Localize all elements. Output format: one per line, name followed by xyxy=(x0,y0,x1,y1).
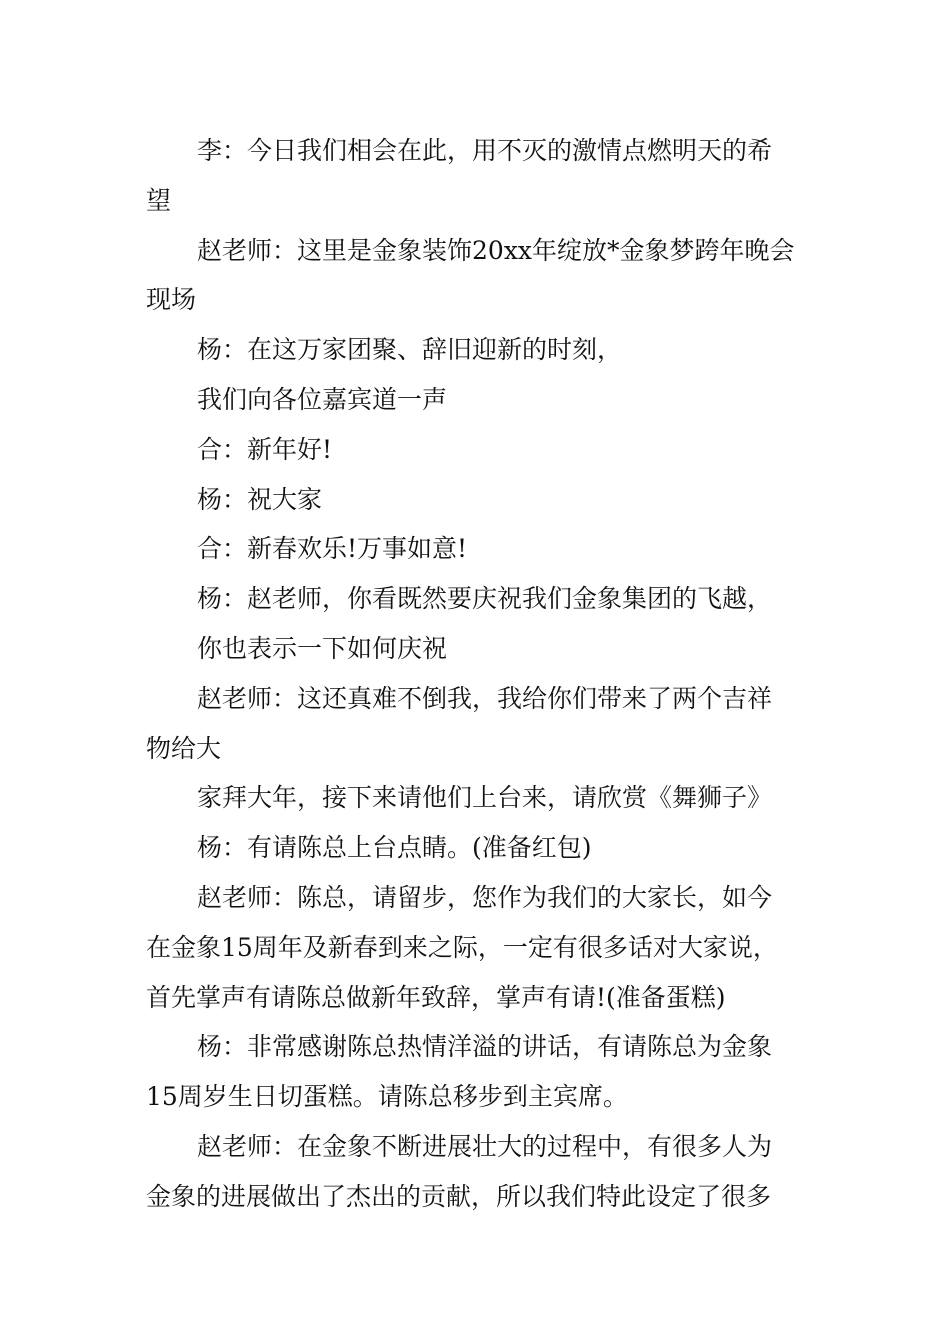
text-line: 你也表示一下如何庆祝 xyxy=(197,633,448,663)
text-line: 杨：祝大家 xyxy=(197,484,323,514)
text-line: 望 xyxy=(146,185,172,215)
text-line: 我们向各位嘉宾道一声 xyxy=(197,384,448,414)
text-line: 赵老师：在金象不断进展壮大的过程中，有很多人为 xyxy=(197,1131,773,1161)
text-line: 杨：非常感谢陈总热情洋溢的讲话，有请陈总为金象 xyxy=(197,1032,773,1062)
text-line: 赵老师：这里是金象装饰20xx年绽放*金象梦跨年晚会 xyxy=(197,235,795,265)
text-line: 合：新年好! xyxy=(197,434,333,464)
text-line: 杨：赵老师，你看既然要庆祝我们金象集团的飞越， xyxy=(197,584,773,614)
text-line: 合：新春欢乐!万事如意! xyxy=(197,534,468,564)
text-line: 现场 xyxy=(146,285,197,315)
text-line: 杨：有请陈总上台点睛。(准备红包) xyxy=(197,833,592,863)
text-line: 赵老师：陈总，请留步，您作为我们的大家长，如今 xyxy=(197,882,773,912)
document-body xyxy=(146,126,808,1222)
text-line: 金象的进展做出了杰出的贡献，所以我们特此设定了很多 xyxy=(146,1181,772,1211)
text-line: 15周岁生日切蛋糕。请陈总移步到主宾席。 xyxy=(146,1082,628,1112)
text-line: 首先掌声有请陈总做新年致辞，掌声有请!(准备蛋糕) xyxy=(146,982,726,1012)
text-line: 物给大 xyxy=(146,733,222,763)
text-line: 李：今日我们相会在此，用不灭的激情点燃明天的希 xyxy=(197,136,773,165)
text-line: 家拜大年，接下来请他们上台来，请欣赏《舞狮子》 xyxy=(197,783,773,813)
text-line: 在金象15周年及新春到来之际，一定有很多话对大家说， xyxy=(146,932,778,962)
text-line: 赵老师：这还真难不倒我，我给你们带来了两个吉祥 xyxy=(197,683,773,713)
text-line: 杨：在这万家团聚、辞旧迎新的时刻， xyxy=(197,335,623,365)
